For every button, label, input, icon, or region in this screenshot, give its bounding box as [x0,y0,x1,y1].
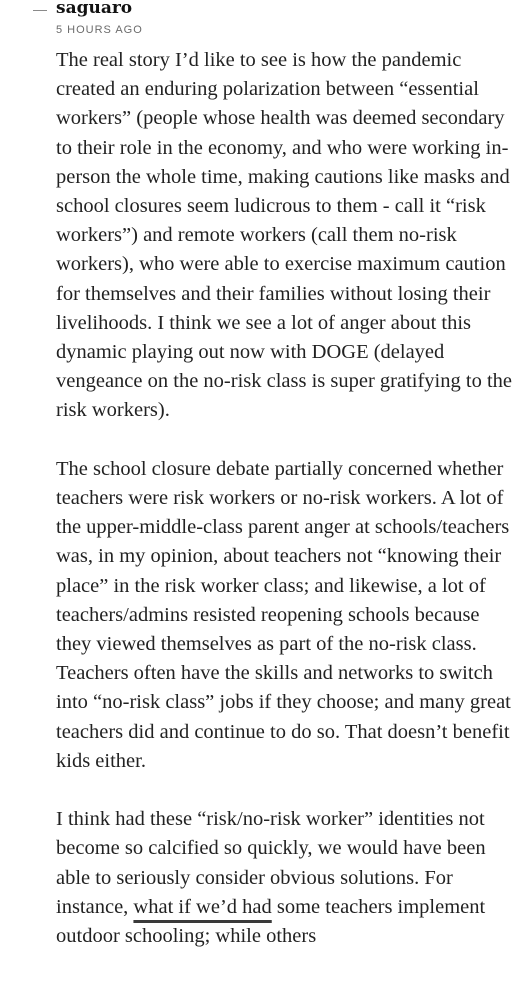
comment-author[interactable]: saguaro [56,0,133,18]
comment-paragraph-1: The real story I’d like to see is how the pandemic created an enduring polarization between “essential workers” (people whose health was deemed secondary to their role in the economy, and who were working in-person the whole time, making cautions like masks and school closures seem ludicrous to them - call it “risk workers”) and remote workers (call them no-risk workers), who were able to exercise maximum caution for themselves and their families without losing their livelihoods. I think we see a lot of anger about this dynamic playing out now with DOGE (delayed vengeance on the no-risk class is super gratifying to the risk workers). [56,49,512,422]
thread-line [33,10,47,11]
paragraph-text-start: I think had these “risk/no-risk worker” identities not become so calcified so quickly, we would have been able to seriously consider obvious solutions. For instance, [56,808,486,918]
comment-timestamp: 5 HOURS AGO [56,24,143,36]
comment-paragraph-3 [56,805,512,951]
comment-body [56,46,512,980]
comment-paragraph-2: The school closure debate partially concerned whether teachers were risk workers or no-risk workers. A lot of the upper-middle-class parent anger at schools/teachers was, in my opinion, about teachers not “knowing their place” in the risk worker class; and likewise, a lot of teachers/admins resisted reopening schools because they viewed themselves as part of the no-risk class. Teachers often have the skills and networks to switch into “no-risk class” jobs if they choose; and many great teachers did and continue to do so. That doesn’t benefit kids either. [56,457,511,772]
paragraph-text-end: some teachers implement outdoor schooling; while others [56,895,486,948]
highlighted-text[interactable]: what if we’d had [133,895,272,918]
